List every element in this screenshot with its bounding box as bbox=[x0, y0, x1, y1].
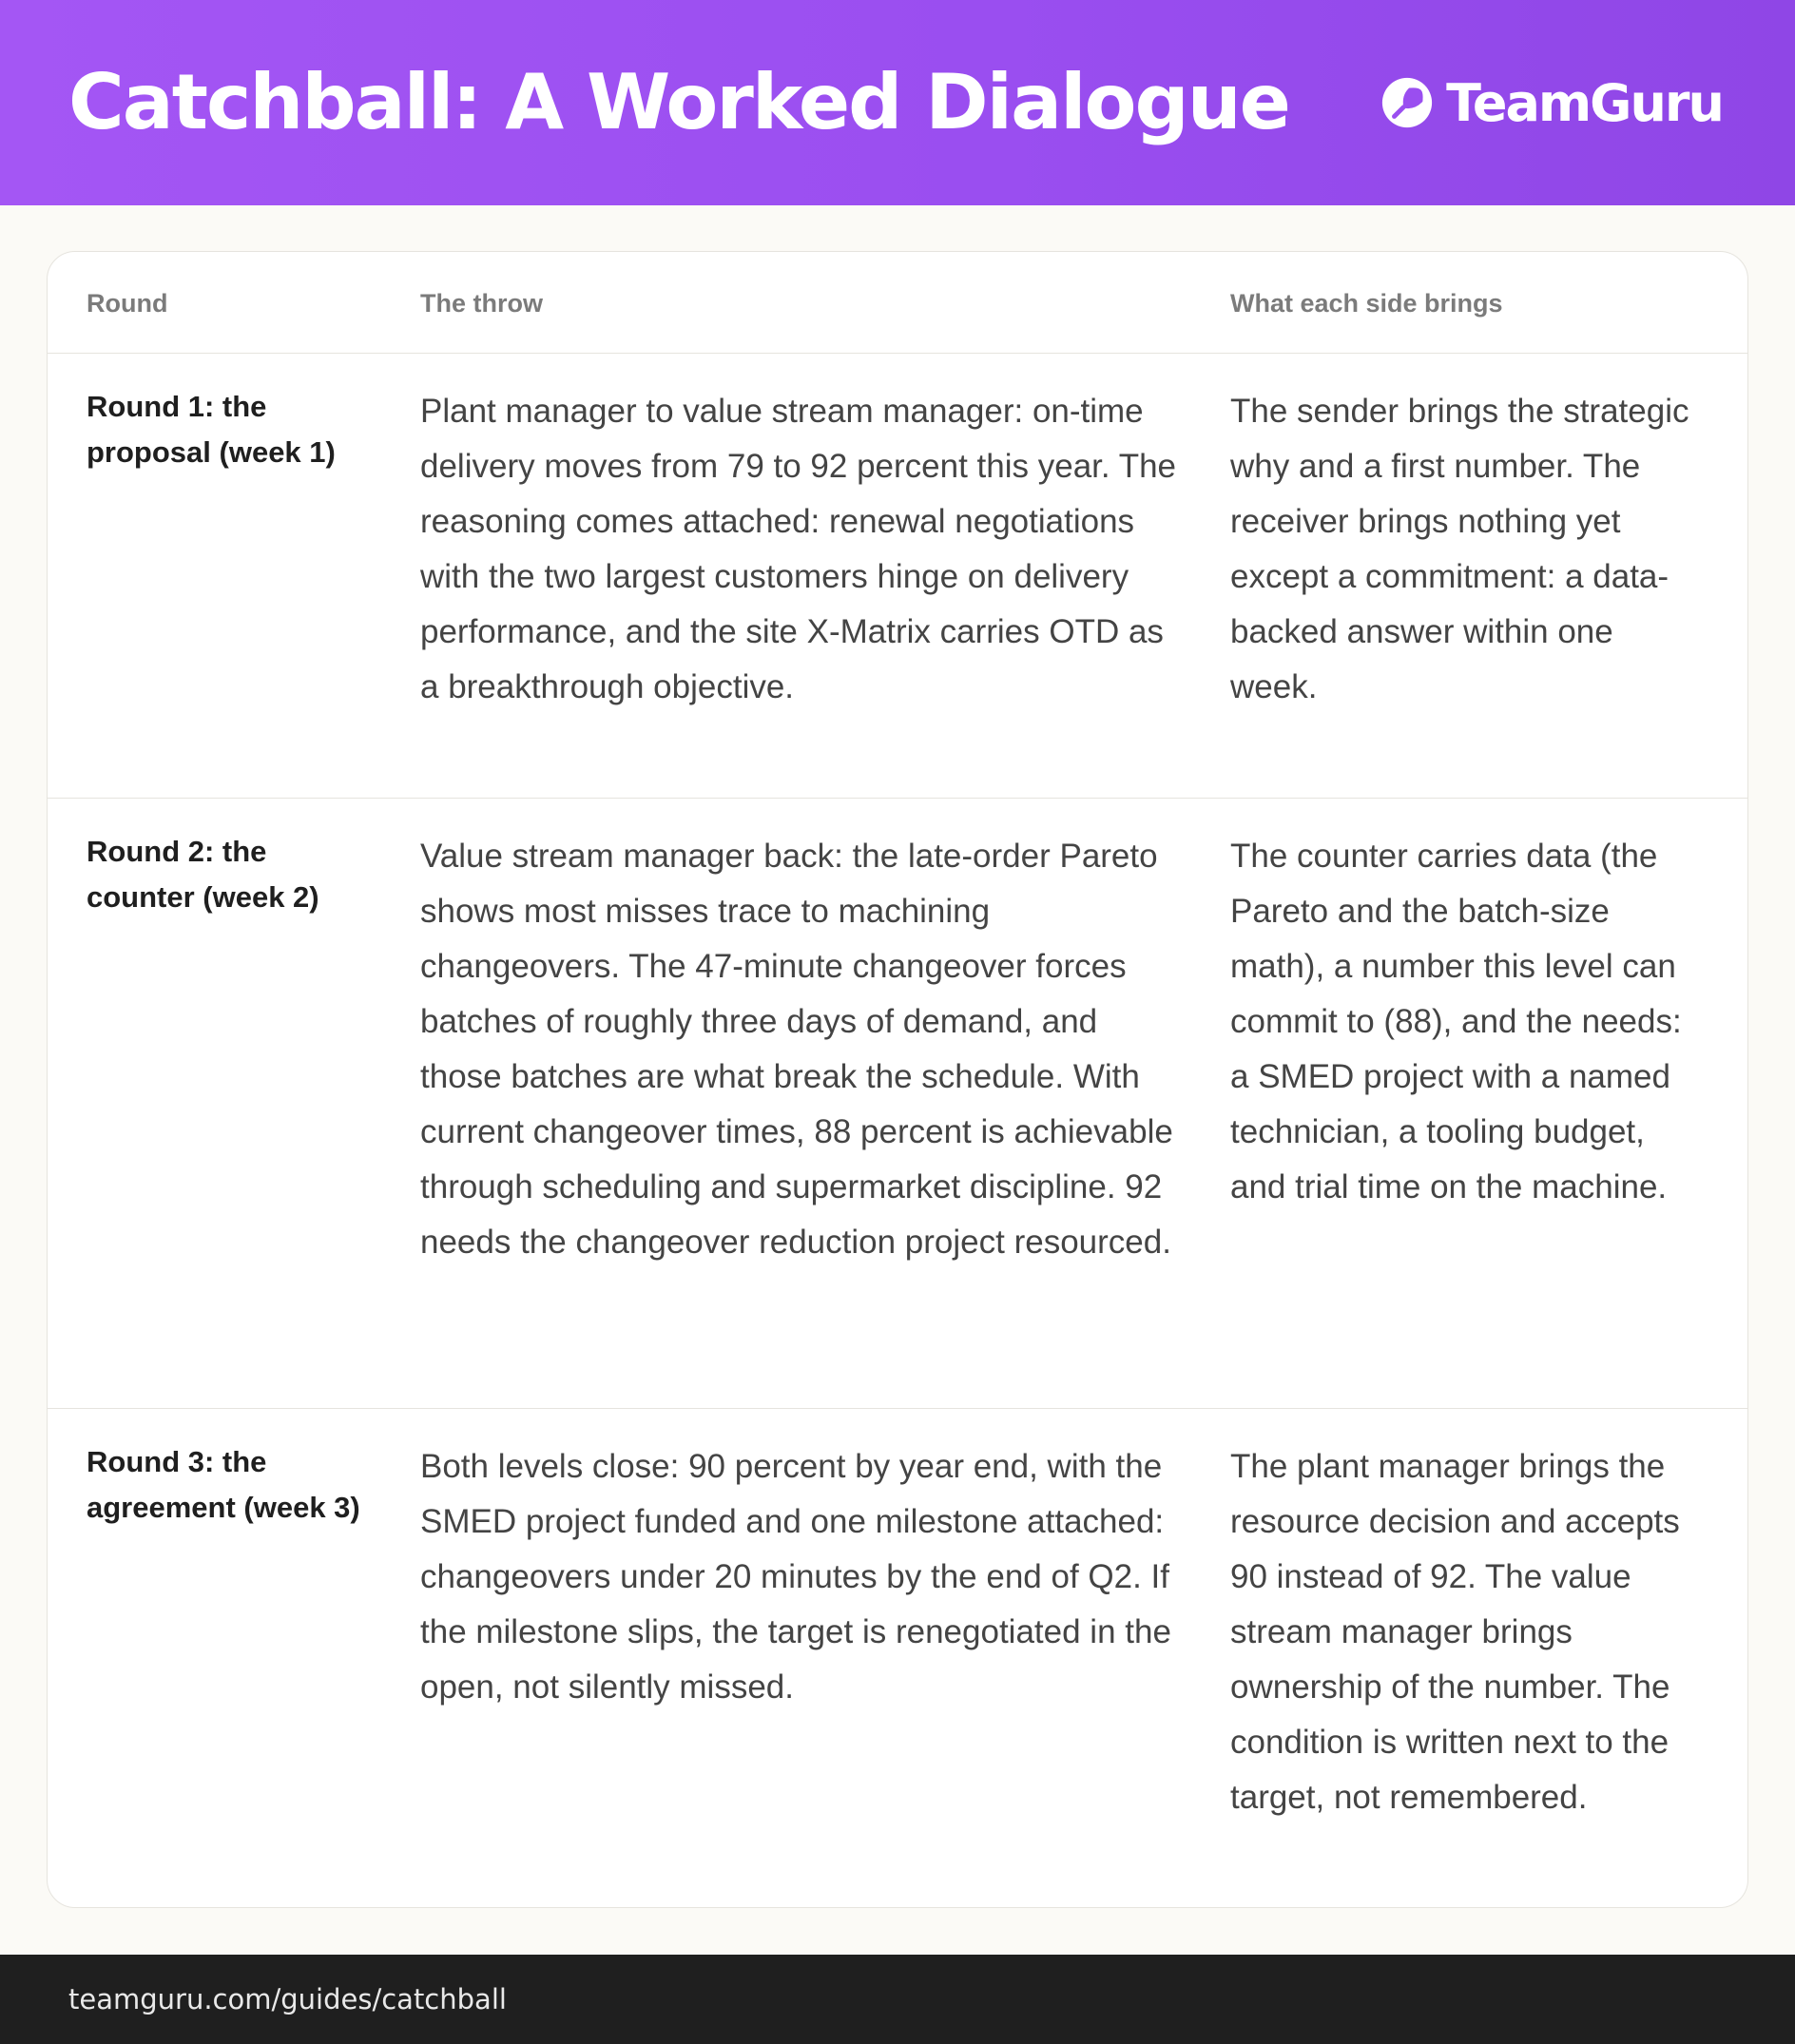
rocket-leaf-icon bbox=[1380, 75, 1435, 130]
table-header bbox=[48, 252, 1747, 354]
page-title: Catchball: A Worked Dialogue bbox=[68, 58, 1289, 146]
page-footer bbox=[0, 1955, 1795, 2044]
table-row-round-2 bbox=[48, 799, 1747, 1409]
throw-text: Both levels close: 90 percent by year end, with the SMED project funded and one milestone attached: changeovers under 20 minutes by the end of Q2. If the milestone slips, the target is renegotiated in the open, not silently missed. bbox=[420, 1448, 1171, 1706]
round-label: Round 2: the counter (week 2) bbox=[87, 835, 319, 914]
throw-text: Value stream manager back: the late-order Pareto shows most misses trace to machining changeovers. The 47-minute changeover forces batches of roughly three days of demand, and those batches are what break the schedule. With current changeover times, 88 percent is achievable through scheduling and supermarket discipline. 92 needs the changeover reduction project resourced. bbox=[420, 838, 1173, 1261]
brings-text: The plant manager brings the resource decision and accepts 90 instead of 92. The value stream manager brings ownership of the number. The condition is written next to the target, not remembered. bbox=[1230, 1448, 1680, 1816]
table-row-round-3 bbox=[48, 1409, 1747, 1908]
table-row-round-1 bbox=[48, 354, 1747, 799]
round-label: Round 3: the agreement (week 3) bbox=[87, 1445, 360, 1524]
throw-text: Plant manager to value stream manager: on-time delivery moves from 79 to 92 percent this year. The reasoning comes attached: renewal negotiations with the two largest customers hinge on delivery performance, and the site X-Matrix carries OTD as a breakthrough objective. bbox=[420, 393, 1177, 705]
brand-logo bbox=[1380, 73, 1723, 133]
dialogue-table bbox=[47, 251, 1748, 1908]
brings-text: The sender brings the strategic why and a first number. The receiver brings nothing yet except a commitment: a data-backed answer within one week. bbox=[1230, 393, 1689, 705]
page-header bbox=[0, 0, 1795, 205]
brings-text: The counter carries data (the Pareto and the batch-size math), a number this level can commit to (88), and the needs: a SMED project with a named technician, a tooling budget, and trial time on the machine. bbox=[1230, 838, 1682, 1205]
footer-url: teamguru.com/guides/catchball bbox=[68, 1983, 507, 2015]
column-header-throw: The throw bbox=[420, 289, 543, 318]
column-header-round: Round bbox=[87, 289, 168, 318]
column-header-brings: What each side brings bbox=[1230, 289, 1503, 318]
brand-name: TeamGuru bbox=[1446, 72, 1723, 133]
round-label: Round 1: the proposal (week 1) bbox=[87, 390, 336, 469]
